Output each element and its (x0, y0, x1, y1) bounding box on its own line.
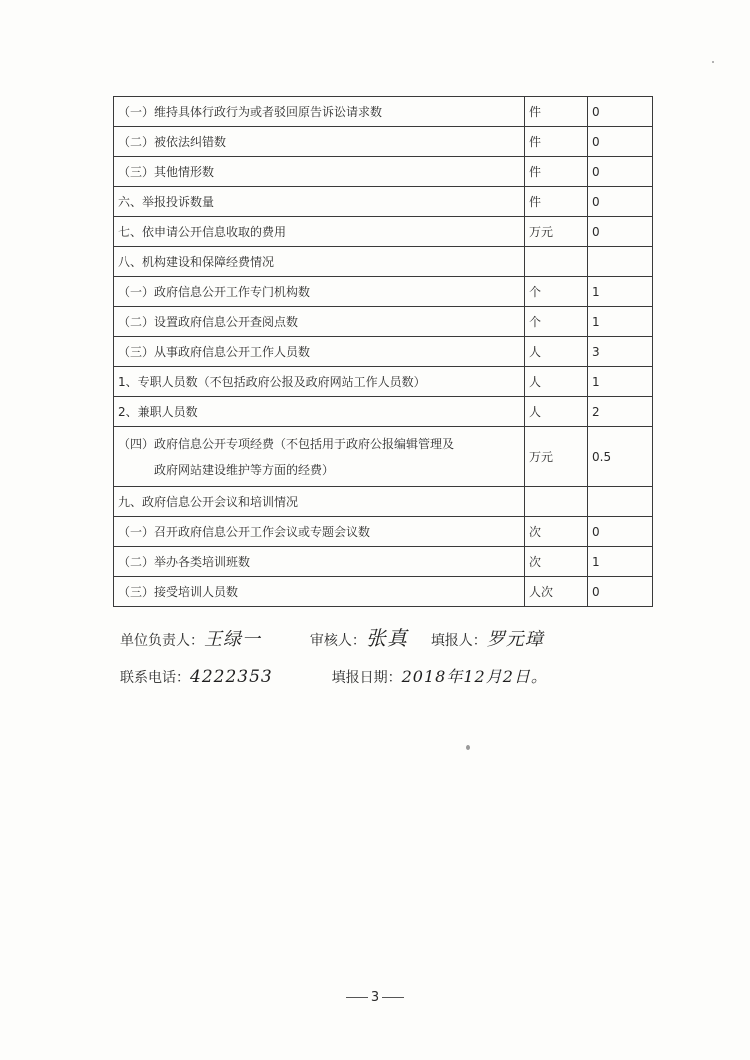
row-unit (525, 247, 588, 277)
row-item: （一）政府信息公开工作专门机构数 (114, 277, 525, 307)
date-label: 填报日期： (331, 670, 402, 686)
table-row (114, 397, 653, 427)
row-item: 九、政府信息公开会议和培训情况 (114, 487, 525, 517)
table-row (114, 367, 653, 397)
dash-right (382, 997, 404, 998)
row-unit: 万元 (525, 217, 588, 247)
row-value: 0 (588, 517, 653, 547)
row-value: 1 (588, 307, 653, 337)
row-value: 1 (588, 277, 653, 307)
table-row (114, 97, 653, 127)
phone-value: 4222353 (190, 667, 273, 687)
row-value: 0 (588, 157, 653, 187)
phone-label: 联系电话： (120, 670, 190, 686)
row-item: 2、兼职人员数 (114, 397, 525, 427)
table-row (114, 127, 653, 157)
page-number (0, 990, 750, 1005)
row-item: 七、依申请公开信息收取的费用 (114, 217, 525, 247)
row-item: （二）举办各类培训班数 (114, 547, 525, 577)
row-item: 八、机构建设和保障经费情况 (114, 247, 525, 277)
row-unit: 万元 (525, 427, 588, 487)
row-unit: 人次 (525, 577, 588, 607)
filler-signature: 罗元璋 (486, 629, 544, 650)
reviewer-signature: 张真 (365, 626, 408, 650)
row-unit: 件 (525, 97, 588, 127)
row-item: （三）从事政府信息公开工作人员数 (114, 337, 525, 367)
row-value: 3 (588, 337, 653, 367)
table-row (114, 547, 653, 577)
row-value: 0 (588, 217, 653, 247)
row-unit: 个 (525, 307, 588, 337)
table-row (114, 187, 653, 217)
reviewer-label: 审核人： (309, 633, 366, 649)
row-item: （二）被依法纠错数 (114, 127, 525, 157)
row-item: （一）维持具体行政行为或者驳回原告诉讼请求数 (114, 97, 525, 127)
row-value: 2 (588, 397, 653, 427)
row-item: （三）接受培训人员数 (114, 577, 525, 607)
row-unit: 人 (525, 367, 588, 397)
row-unit: 件 (525, 157, 588, 187)
scan-speck (466, 745, 470, 750)
row-unit: 件 (525, 187, 588, 217)
table-row (114, 307, 653, 337)
row-item: 六、举报投诉数量 (114, 187, 525, 217)
table-row (114, 217, 653, 247)
table-row (114, 427, 653, 487)
contact-line (120, 664, 548, 687)
responsible-label: 单位负责人： (120, 633, 204, 649)
row-unit (525, 487, 588, 517)
row-item: （三）其他情形数 (114, 157, 525, 187)
row-item: 1、专职人员数（不包括政府公报及政府网站工作人员数） (114, 367, 525, 397)
page-number-value: 3 (370, 990, 380, 1005)
row-value: 0 (588, 127, 653, 157)
row-unit: 人 (525, 337, 588, 367)
table-row (114, 577, 653, 607)
row-value (588, 247, 653, 277)
row-item: （二）设置政府信息公开查阅点数 (114, 307, 525, 337)
row-item: （一）召开政府信息公开工作会议或专题会议数 (114, 517, 525, 547)
responsible-signature: 王绿一 (204, 629, 261, 650)
table-row (114, 517, 653, 547)
signature-line (120, 622, 544, 651)
statistics-table (113, 96, 653, 607)
row-item-line-1: （四）政府信息公开专项经费（不包括用于政府公报编辑管理及 (118, 436, 455, 451)
row-value: 1 (588, 367, 653, 397)
row-unit: 个 (525, 277, 588, 307)
row-value: 0 (588, 97, 653, 127)
scan-speck (712, 61, 714, 63)
row-unit: 次 (525, 517, 588, 547)
row-value: 0 (588, 187, 653, 217)
table-row (114, 337, 653, 367)
row-item (114, 427, 525, 487)
row-value (588, 487, 653, 517)
row-item-line-2: 政府网站建设维护等方面的经费） (154, 462, 335, 477)
row-unit: 件 (525, 127, 588, 157)
row-value: 1 (588, 547, 653, 577)
table-row (114, 487, 653, 517)
date-value: 2018年12月2日。 (401, 667, 548, 686)
table-row (114, 247, 653, 277)
dash-left (346, 997, 368, 998)
row-value: 0.5 (588, 427, 653, 487)
table-row (114, 277, 653, 307)
table-row (114, 157, 653, 187)
row-unit: 次 (525, 547, 588, 577)
filler-label: 填报人： (430, 633, 487, 649)
row-value: 0 (588, 577, 653, 607)
row-unit: 人 (525, 397, 588, 427)
